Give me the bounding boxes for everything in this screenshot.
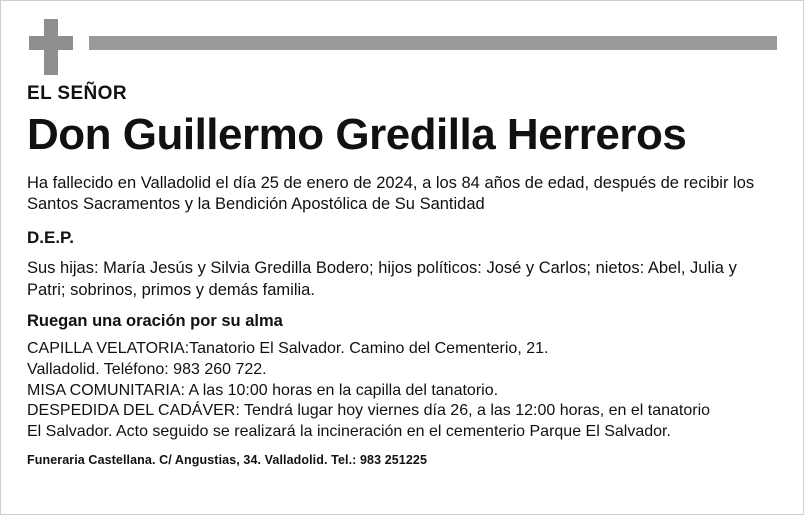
death-info-line-2: después de recibir los Santos Sacramentos y la Bendición Apostólica de Su Santidad	[27, 173, 755, 214]
service-detail-line: Valladolid. Teléfono: 983 260 722.	[27, 360, 267, 378]
prayer-request: Ruegan una oración por su alma	[27, 311, 283, 330]
decorative-rule-bar	[89, 36, 777, 50]
dep-text: D.E.P.	[27, 228, 74, 248]
service-detail-line: CAPILLA VELATORIA:Tanatorio El Salvador. Camino del Cementerio, 21.	[27, 339, 549, 357]
service-detail-line: MISA COMUNITARIA: A las 10:00 horas en la capilla del tanatorio.	[27, 381, 499, 399]
family-line-1: Sus hijas: María Jesús y Silvia Gredilla Bodero; hijos políticos: José y Carlos; nietos: Abel, Julia	[27, 259, 724, 278]
family-list	[27, 258, 777, 302]
death-info	[27, 173, 777, 217]
deceased-name: Don Guillermo Gredilla Herreros	[27, 110, 687, 159]
header-band	[27, 15, 777, 73]
family-line-2: y Patri; sobrinos, primos y demás familia.	[27, 259, 737, 299]
service-detail-line: El Salvador. Acto seguido se realizará la incineración en el cementerio Parque El Salvador.	[27, 423, 671, 441]
cross-icon	[29, 19, 73, 75]
death-info-line-1: Ha fallecido en Valladolid el día 25 de enero de 2024, a los 84 años de edad,	[27, 173, 590, 192]
service-details	[27, 339, 777, 443]
funeral-home-info: Funeraria Castellana. C/ Angustias, 34. Valladolid. Tel.: 983 251225	[27, 452, 428, 467]
service-detail-line: DESPEDIDA DEL CADÁVER: Tendrá lugar hoy viernes día 26, a las 12:00 horas, en el tanatorio	[27, 402, 711, 420]
salutation: EL SEÑOR	[27, 83, 127, 104]
cross-horizontal-bar	[29, 36, 73, 50]
